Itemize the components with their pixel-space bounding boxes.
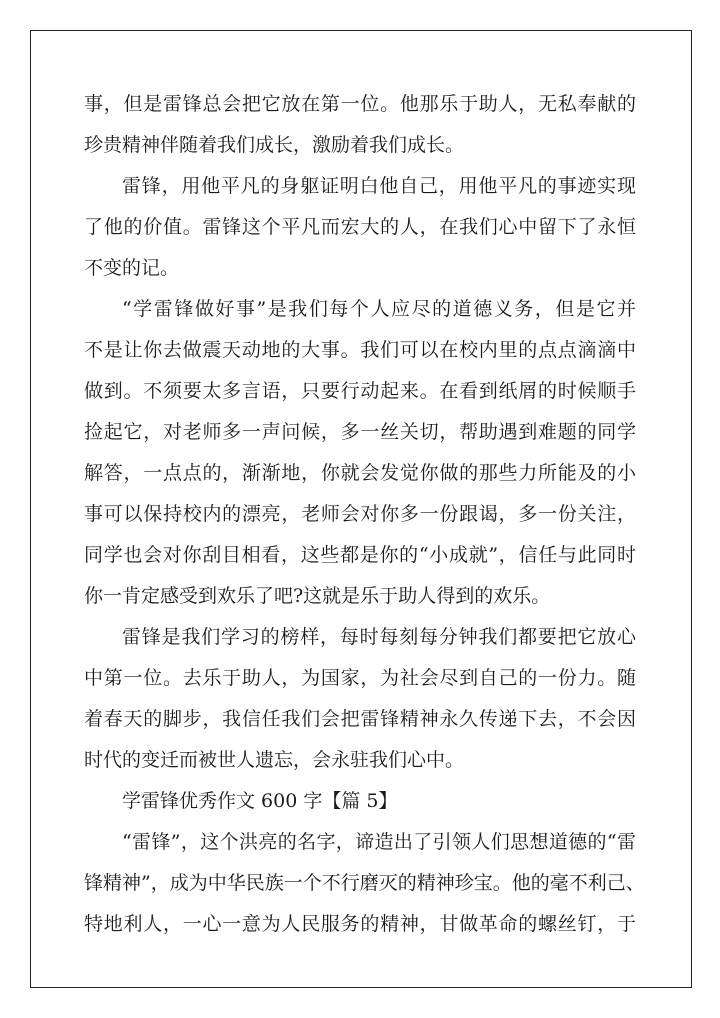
text-line: 捡起它，对老师多一声问候，多一丝关切，帮助遇到难题的同学 [84, 421, 636, 443]
text-line: “学雷锋做好事”是我们每个人应尽的道德义务，但是它并 [122, 298, 636, 320]
paragraph [84, 822, 645, 945]
text-line: 了他的价值。雷锋这个平凡而宏大的人，在我们心中留下了永恒 [84, 216, 636, 238]
paragraph [84, 289, 636, 617]
text-line: 不是让你去做震天动地的大事。我们可以在校内里的点点滴滴中 [84, 339, 636, 361]
text-line: 做到。不须要太多言语，只要行动起来。在看到纸屑的时候顺手 [84, 380, 636, 402]
section-heading [84, 781, 636, 822]
text-line: 中第一位。去乐于助人，为国家，为社会尽到自己的一份力。随 [84, 667, 636, 689]
text-line: 锋精神”，成为中华民族一个不行磨灭的精神珍宝。他的毫不利己、 [84, 872, 645, 894]
paragraph [84, 166, 636, 289]
heading-text: 学雷锋优秀作文 600 字【篇 5】 [122, 790, 398, 812]
text-line: “雷锋”，这个洪亮的名字，谛造出了引领人们思想道德的“雷 [122, 831, 636, 853]
text-line: 着春天的脚步，我信任我们会把雷锋精神永久传递下去，不会因 [84, 708, 636, 730]
text-line: 你一肯定感受到欢乐了吧?这就是乐于助人得到的欢乐。 [84, 585, 551, 607]
document-body [84, 84, 645, 945]
text-line: 不变的记。 [84, 257, 180, 279]
text-line: 特地利人，一心一意为人民服务的精神，甘做革命的螺丝钉，于 [84, 913, 636, 935]
text-line: 珍贵精神伴随着我们成长，激励着我们成长。 [84, 134, 465, 156]
text-line: 时代的变迁而被世人遗忘，会永驻我们心中。 [84, 749, 465, 771]
text-line: 事可以保持校内的漂亮，老师会对你多一份跟谒，多一份关注， [84, 503, 636, 525]
text-line: 雷锋是我们学习的榜样，每时每刻每分钟我们都要把它放心 [122, 626, 636, 648]
text-line: 雷锋，用他平凡的身躯证明白他自己，用他平凡的事迹实现 [122, 175, 636, 197]
paragraph-continuation [84, 84, 636, 166]
text-line: 同学也会对你刮目相看，这些都是你的“小成就”，信任与此同时 [84, 544, 636, 566]
text-line: 事，但是雷锋总会把它放在第一位。他那乐于助人，无私奉献的 [84, 93, 636, 115]
paragraph [84, 617, 636, 781]
text-line: 解答，一点点的，渐渐地，你就会发觉你做的那些力所能及的小 [84, 462, 636, 484]
